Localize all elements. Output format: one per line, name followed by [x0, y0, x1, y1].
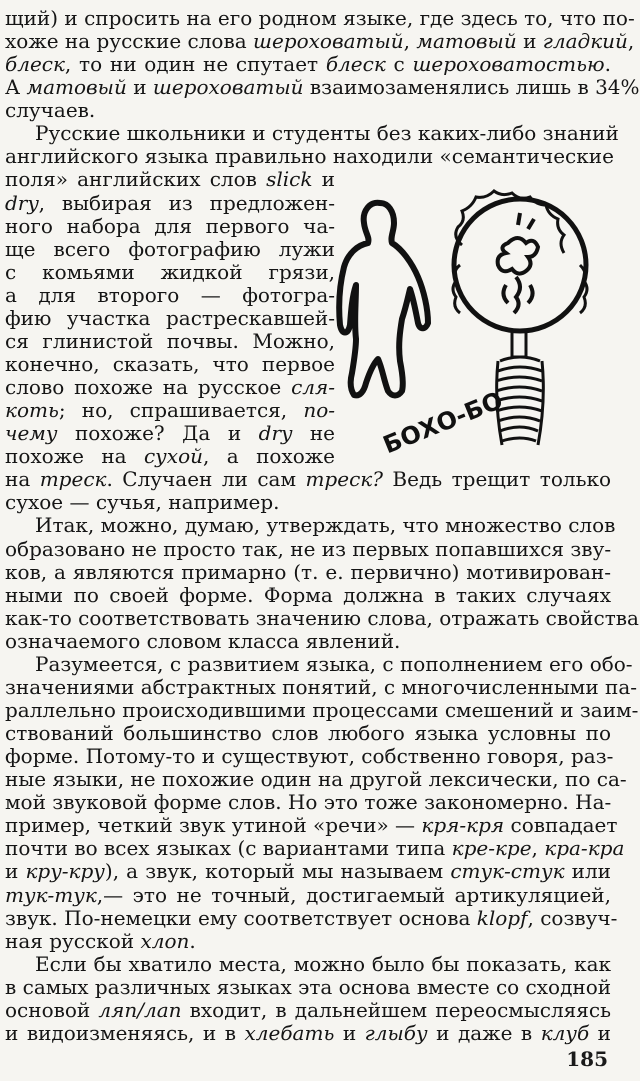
text-run: и [589, 1020, 612, 1045]
italic-text: блеск [5, 52, 65, 77]
text-run: как-то соответствовать значению слова, отражать свойства [5, 605, 639, 630]
text-run: ,— это не точный, достигаемый артикуляцией, [96, 882, 611, 907]
text-run: звук. По-немецки ему соответствует основа [5, 905, 477, 930]
text-run: английского языка правильно находили «семантические [5, 144, 614, 169]
text-run: значениями абстрактных понятий, с многочисленными па- [5, 674, 638, 699]
text-run: похоже на [5, 444, 144, 469]
text-run: почти во всех языках (с вариантами типа [5, 836, 452, 861]
text-run: сухое — сучья, например. [5, 490, 280, 515]
text-run: ными по своей форме. Форма должна в таких случаях [5, 582, 611, 607]
text-run: и [126, 75, 153, 100]
text-run: ще всего фотографию лужи [5, 236, 335, 261]
text-run: основой [5, 997, 99, 1022]
italic-text: шероховатостью [412, 52, 605, 77]
text-run: , [627, 29, 635, 54]
text-run: конечно, сказать, что первое [5, 352, 335, 376]
text-run: , то ни один не спутает [64, 52, 326, 77]
italic-text: klopf [476, 905, 528, 930]
face-scribble [498, 213, 538, 313]
text-run: Итак, можно, думаю, утверждать, что множество слов [35, 513, 616, 538]
italic-text: клуб [540, 1020, 590, 1045]
text-run: а для второго — фотогра- [5, 282, 335, 307]
figure-caption: БОХО-БО [379, 386, 507, 460]
text-run: похоже? Да и [57, 421, 259, 446]
text-run: щий) и спросить на его родном языке, где здесь то, что по- [5, 6, 635, 30]
neck [512, 331, 526, 357]
italic-text: slick [266, 167, 313, 192]
italic-text: dry [258, 421, 293, 446]
text-run: на [5, 467, 40, 492]
text-run: ; но, спрашивается, [58, 398, 304, 423]
text-run: . [189, 928, 196, 953]
text-run: . Случаен ли сам [106, 467, 306, 492]
text-run: Если бы хватило места, можно было бы показать, как [35, 951, 611, 976]
text-run: раллельно происходившими процессами смешений и заим- [5, 698, 639, 722]
italic-text: треск? [305, 467, 383, 492]
text-run: А [5, 75, 27, 100]
text-run: или [564, 859, 611, 884]
italic-text: кре-кре [451, 836, 532, 861]
text-run: хоже на русские слова [5, 29, 254, 54]
text-run: и [334, 1020, 365, 1045]
italic-text: dry [5, 190, 39, 215]
text-run: фию участка растрескавшей- [5, 305, 335, 330]
italic-text: коть [5, 398, 59, 423]
text-run: и даже в [427, 1020, 541, 1045]
italic-text: шероховатый [253, 29, 404, 54]
text-run: Разумеется, с развитием языка, с пополнением его обо- [35, 651, 633, 676]
italic-text: кра-кра [544, 836, 625, 861]
text-run: совпадает [504, 813, 618, 838]
italic-text: ляп/лап [98, 997, 182, 1022]
text-run: , [403, 29, 417, 54]
text-run: и [312, 167, 335, 192]
text-run: ся глинистой почвы. Можно, [5, 328, 335, 353]
text-run: образовано не просто так, не из первых попавшихся зву- [5, 536, 612, 561]
text-run: и [5, 859, 26, 884]
italic-text: гладкий [542, 29, 628, 54]
italic-text: треск [39, 467, 107, 492]
figure-silhouette [339, 203, 428, 396]
text-run: случаев. [5, 98, 96, 123]
italic-text: хлебать [244, 1020, 335, 1045]
text-run: означаемого словом класса явлений. [5, 628, 401, 653]
text-run: пример, четкий звук утиной «речи» — [5, 813, 422, 838]
text-run: ствований большинство слов любого языка условны по [5, 721, 611, 746]
text-run: ного набора для первого ча- [5, 213, 335, 238]
italic-text: кру-кру [25, 859, 105, 884]
text-run: в самых различных языках эта основа вместе со сходной [5, 974, 612, 999]
text-run: входит, в дальнейшем переосмысляясь [181, 997, 611, 1022]
text-run: , а похоже [203, 444, 335, 469]
text-run: , созвуч- [527, 905, 618, 930]
italic-text: глыбу [364, 1020, 428, 1045]
text-run: форме. Потому-то и существуют, собственно говоря, раз- [5, 744, 614, 769]
italic-text: сля- [291, 375, 335, 400]
text-run: , [531, 836, 545, 861]
chain-column [496, 357, 543, 445]
italic-text: матовый [416, 29, 517, 54]
page-number: 185 [566, 1047, 608, 1071]
text-run: ), а звук, который мы называем [104, 859, 451, 884]
text-run: , выбирая из предложен- [38, 190, 335, 215]
text-line [5, 1019, 611, 1047]
italic-text: сухой [143, 444, 203, 469]
text-run: ная русской [5, 928, 141, 953]
text-run: слово похоже на русское [5, 375, 292, 400]
italic-text: чему [5, 421, 58, 446]
text-run: и [516, 29, 543, 54]
text-run: не [292, 421, 335, 446]
text-run: взаимозаменялись лишь в 34% [303, 75, 640, 100]
text-run: мой звуковой форме слов. Но это тоже закономерно. На- [5, 790, 612, 815]
italic-text: хлоп [140, 928, 190, 953]
text-run: с комьями жидкой грязи, [5, 259, 335, 284]
italic-text: кря-кря [421, 813, 505, 838]
text-run: поля» английских слов [5, 167, 267, 192]
italic-text: матовый [26, 75, 127, 100]
text-run: ков, а являются примарно (т. е. первично) мотивирован- [5, 559, 611, 584]
italic-text: стук-стук [450, 859, 565, 884]
italic-text: блеск [325, 52, 386, 77]
text-run: ные языки, не похожие один на другой лексически, по са- [5, 767, 627, 792]
text-run: Ведь трещит только [382, 467, 611, 492]
text-run: и видоизменяясь, и в [5, 1020, 245, 1045]
illustration [330, 185, 610, 465]
italic-text: по- [303, 398, 335, 423]
text-run: Русские школьники и студенты без каких-либо знаний [35, 121, 619, 146]
text-run: . [604, 52, 611, 77]
italic-text: шероховатый [152, 75, 304, 100]
italic-text: тук-тук [5, 882, 97, 907]
text-run: с [385, 52, 413, 77]
